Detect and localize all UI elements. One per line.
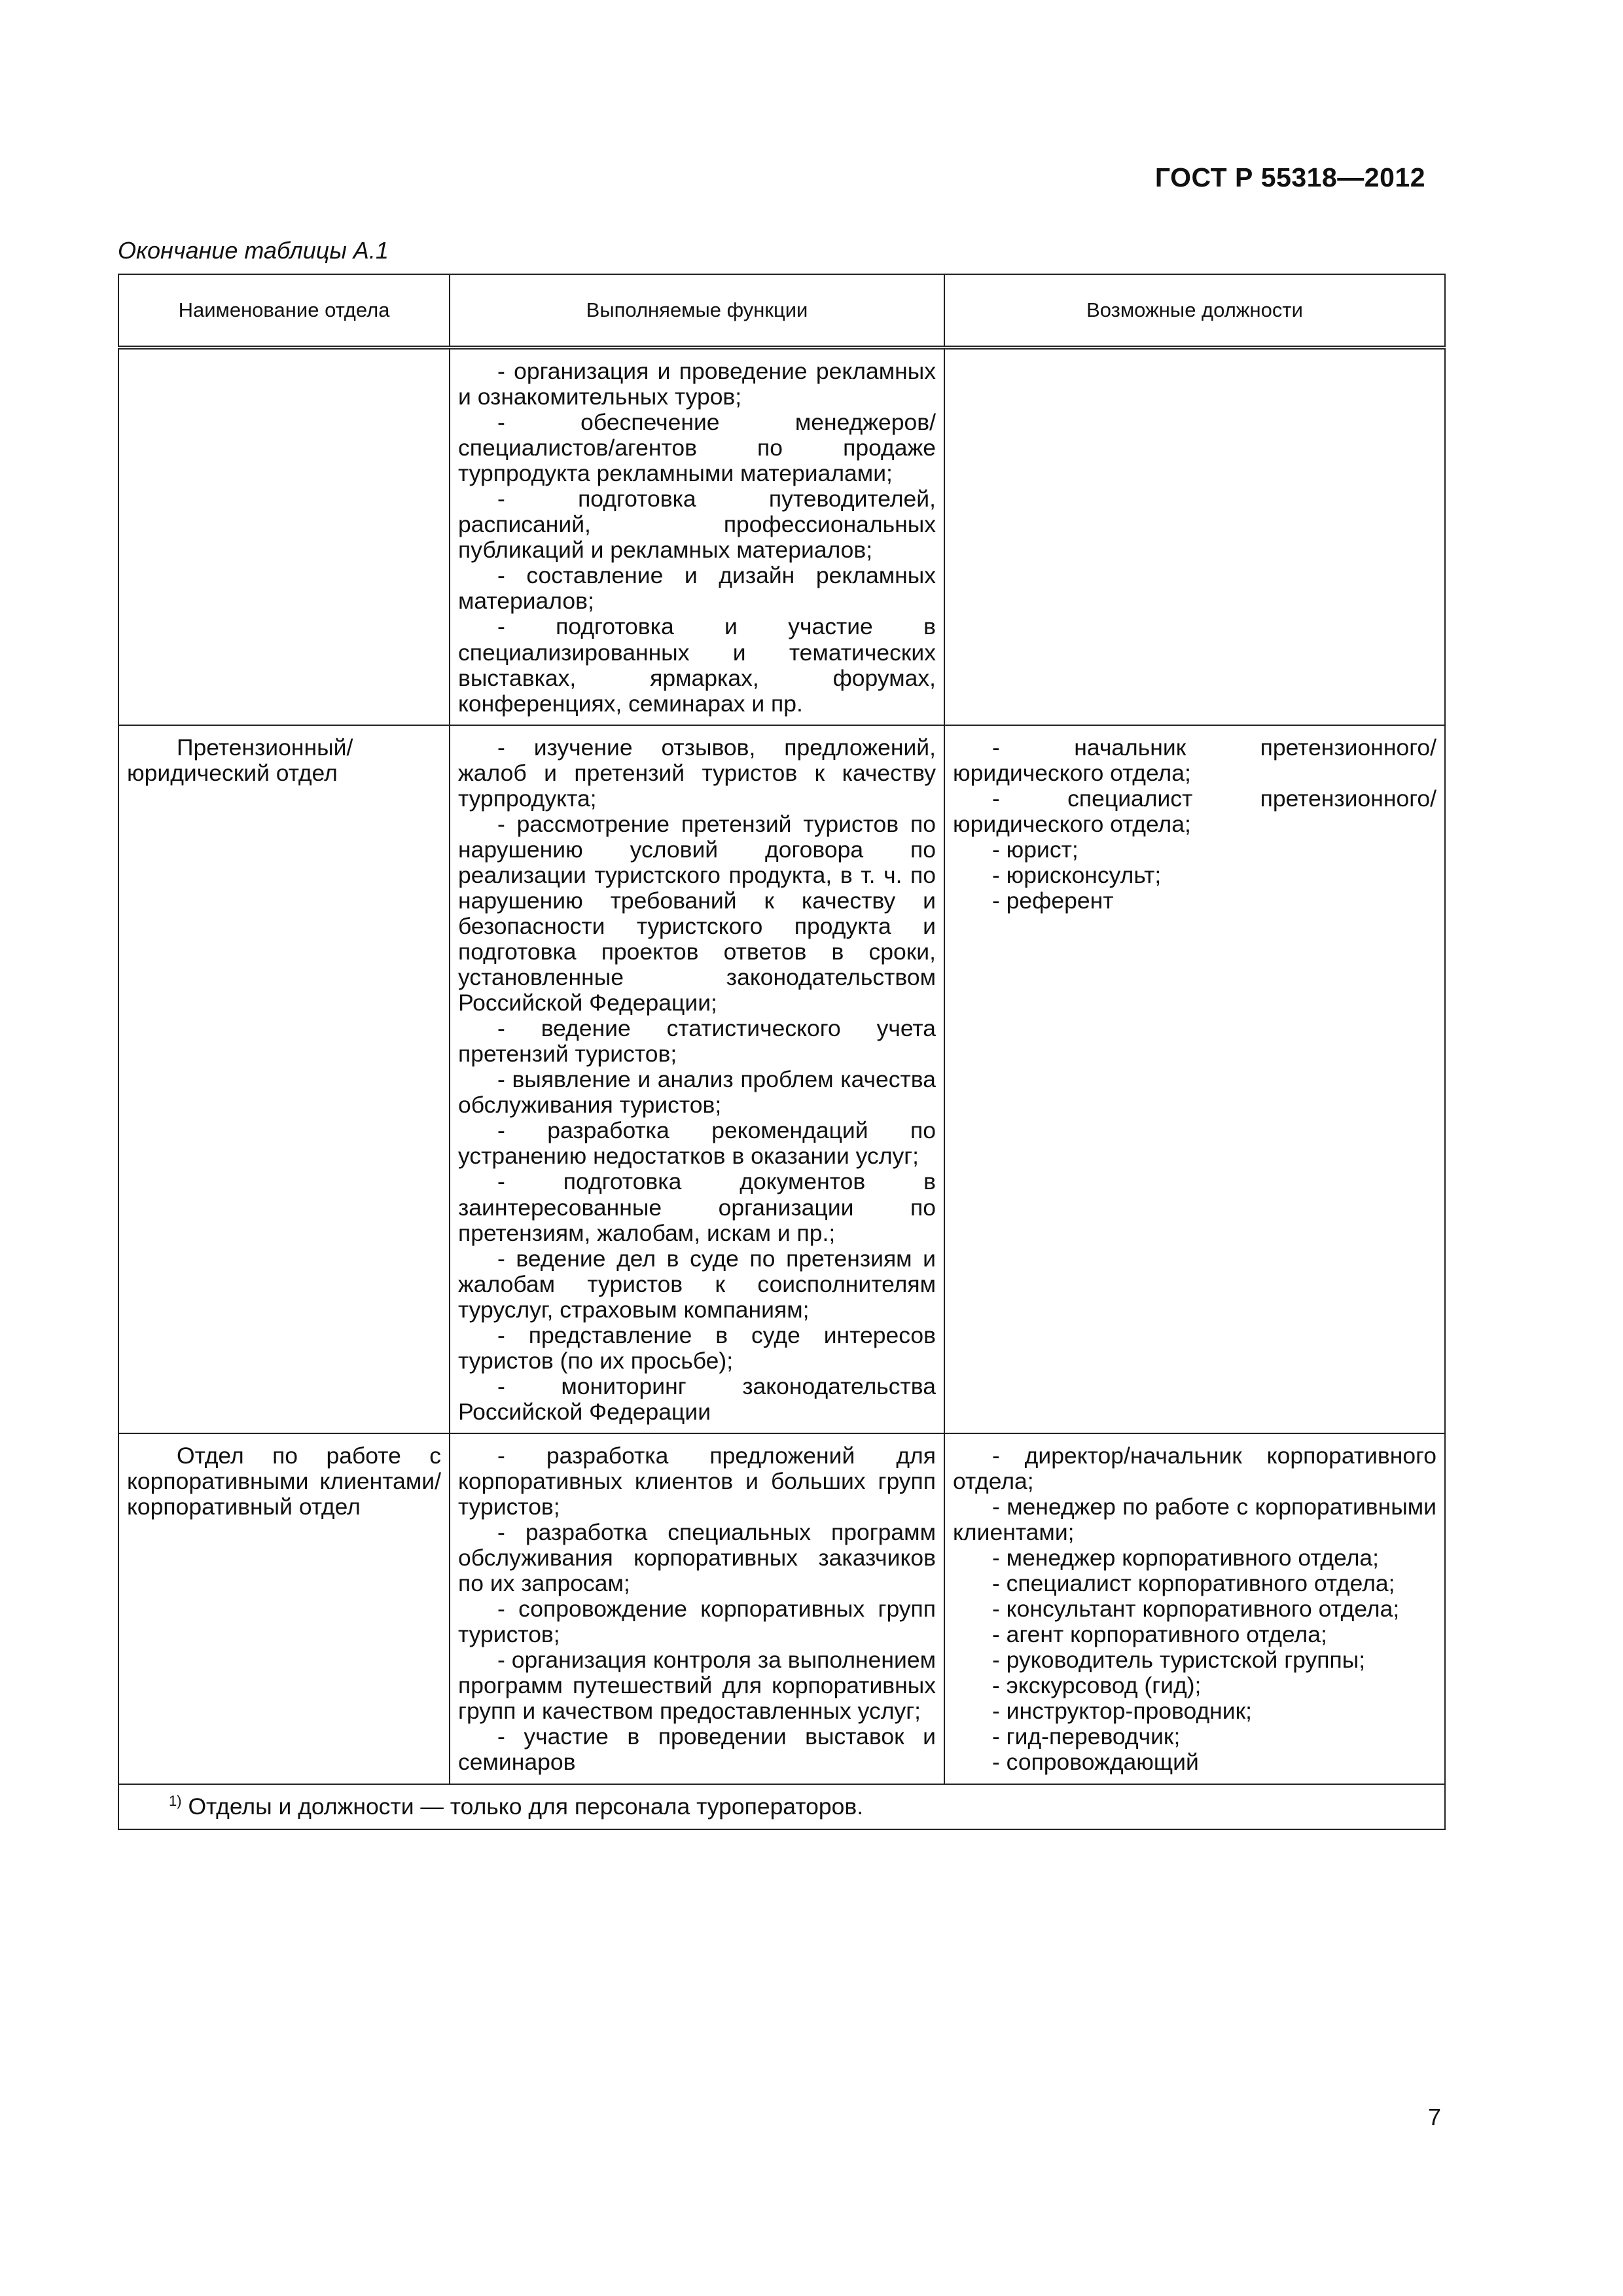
position-item: - референт <box>992 887 1114 914</box>
function-item: - подготовка и участие в специализированных и тематических выставках, ярмарках, форумах, конференциях, семинарах и пр. <box>458 613 936 717</box>
department-cell <box>118 348 450 725</box>
function-item: - разработка рекомендаций по устранению недостатков в оказании услуг; <box>458 1117 936 1170</box>
function-item: - ведение статистического учета претензий туристов; <box>458 1015 936 1067</box>
function-item: - участие в проведении выставок и семинаров <box>458 1723 936 1776</box>
department-cell <box>118 1433 450 1784</box>
footnote-text: Отделы и должности — только для персонала туроператоров. <box>188 1793 864 1820</box>
position-item: - специалист претензионного/ юридического отдела; <box>953 785 1436 837</box>
function-item: - разработка специальных программ обслуживания корпоративных заказчиков по их запросам; <box>458 1519 936 1597</box>
position-item: - юрисконсульт; <box>992 861 1162 888</box>
position-item: - начальник претензионного/юридического отдела; <box>953 734 1436 786</box>
position-item: - директор/начальник корпоративного отдела; <box>953 1442 1436 1494</box>
department-name: Отдел по работе с корпоративными клиентами/ корпоративный отдел <box>127 1442 441 1520</box>
table-header-row <box>118 274 1445 348</box>
function-item: - ведение дел в суде по претензиям и жалобам туристов к соисполнителям туруслуг, страховым компаниям; <box>458 1245 936 1323</box>
functions-cell <box>450 725 944 1433</box>
position-item: - консультант корпоративного отдела; <box>992 1596 1400 1623</box>
function-item: - рассмотрение претензий туристов по нарушению условий договора по реализации туристского продукта, в т. ч. по нарушению требований к качеству и безопасности туристского продукта и подготовка проектов ответов в сроки, установленные законодательством Российской Федерации; <box>458 810 936 1016</box>
table-row <box>118 1433 1445 1784</box>
departments-table <box>118 274 1446 1830</box>
function-item: - составление и дизайн рекламных материалов; <box>458 562 936 615</box>
positions-cell <box>944 725 1445 1433</box>
function-item: - разработка предложений для корпоративных клиентов и больших групп туристов; <box>458 1442 936 1520</box>
function-item: - организация контроля за выполнением программ путешествий для корпоративных групп и качеством предоставленных услуг; <box>458 1647 936 1725</box>
function-item: - выявление и анализ проблем качества обслуживания туристов; <box>458 1066 936 1119</box>
department-name: Претензионный/юридический отдел <box>127 734 353 786</box>
function-item: - подготовка документов в заинтересованные организации по претензиям, жалобам, искам и пр.; <box>458 1168 936 1246</box>
page-number: 7 <box>1427 2104 1441 2130</box>
position-item: - специалист корпоративного отдела; <box>992 1570 1395 1597</box>
table-row <box>118 348 1445 725</box>
position-item: - руководитель туристской группы; <box>992 1647 1366 1674</box>
department-cell <box>118 725 450 1433</box>
footnote-mark: 1) <box>169 1792 182 1809</box>
position-item: - менеджер по работе с корпоративными клиентами; <box>953 1494 1436 1546</box>
table-row <box>118 725 1445 1433</box>
footnote-cell <box>118 1784 1445 1829</box>
functions-cell <box>450 1433 944 1784</box>
function-item: - организация и проведение рекламных и ознакомительных туров; <box>458 358 936 410</box>
positions-cell <box>944 1433 1445 1784</box>
position-item: - инструктор-проводник; <box>992 1698 1253 1725</box>
footnote-row <box>118 1784 1445 1829</box>
position-item: - гид-переводчик; <box>992 1723 1181 1750</box>
position-item: - сопровождающий <box>992 1749 1199 1776</box>
function-item: - сопровождение корпоративных групп туристов; <box>458 1596 936 1648</box>
table-body <box>118 348 1445 1829</box>
header-department: Наименование отдела <box>118 274 450 348</box>
position-item: - экскурсовод (гид); <box>992 1672 1202 1699</box>
function-item: - изучение отзывов, предложений, жалоб и претензий туристов к качеству турпродукта; <box>458 734 936 812</box>
position-item: - юрист; <box>992 836 1079 863</box>
position-item: - менеджер корпоративного отдела; <box>992 1545 1380 1571</box>
header-positions: Возможные должности <box>944 274 1445 348</box>
document-code: ГОСТ Р 55318—2012 <box>1154 162 1425 192</box>
function-item: - мониторинг законодательства Российской Федерации <box>458 1372 936 1425</box>
function-item: - представление в суде интересов туристов (по их просьбе); <box>458 1321 936 1374</box>
header-functions: Выполняемые функции <box>450 274 944 348</box>
table-caption: Окончание таблицы А.1 <box>118 237 389 264</box>
positions-cell <box>944 348 1445 725</box>
functions-cell <box>450 348 944 725</box>
function-item: - подготовка путеводителей, расписаний, профессиональных публикаций и рекламных материалов; <box>458 486 936 564</box>
position-item: - агент корпоративного отдела; <box>992 1621 1327 1648</box>
function-item: - обеспечение менеджеров/специалистов/агентов по продаже турпродукта рекламными материалами; <box>458 409 936 487</box>
